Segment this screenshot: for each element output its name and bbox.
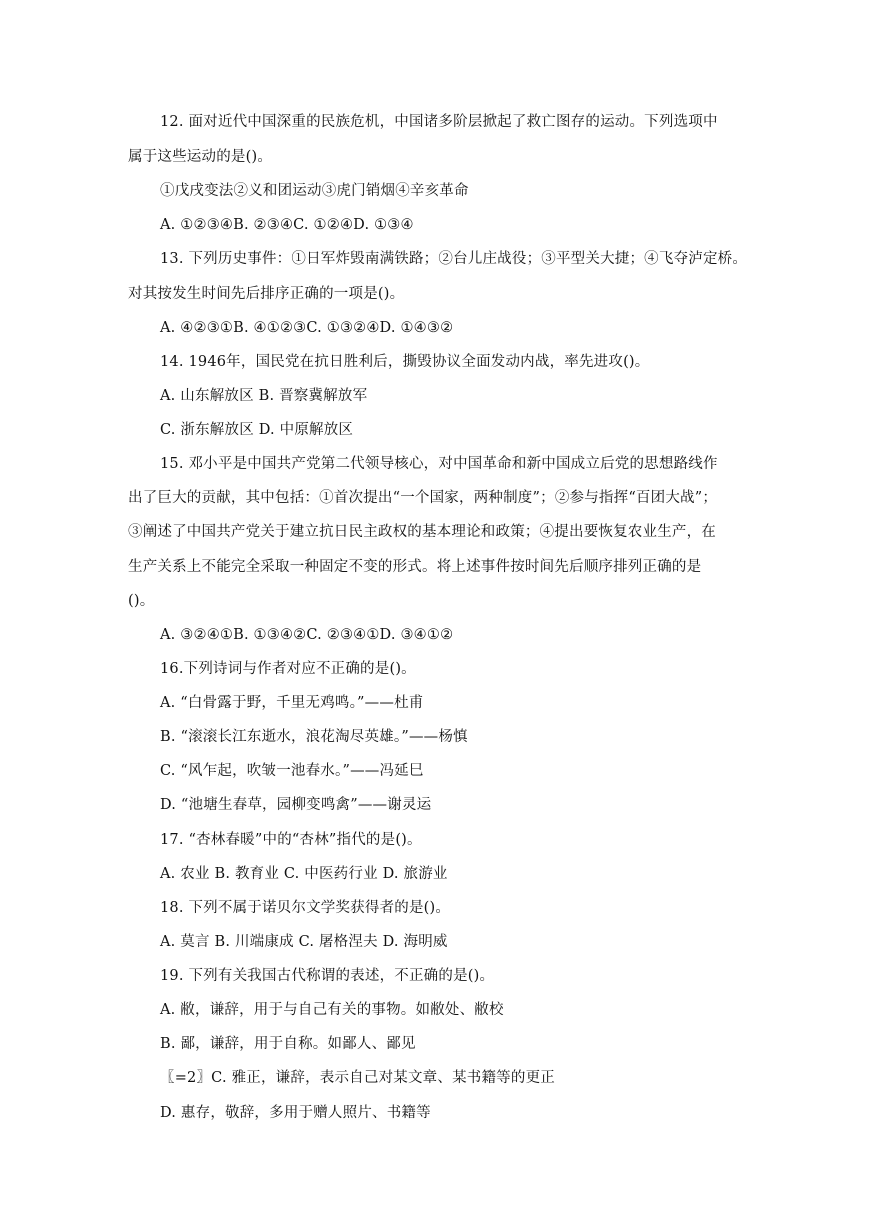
q16-option-a: A. “白骨露于野，千里无鸡鸣。”——杜甫 xyxy=(160,695,424,711)
q15-stem-line3: ③阐述了中国共产党关于建立抗日民主政权的基本理论和政策；④提出要恢复农业生产，在 xyxy=(128,524,716,540)
q19-option-a: A. 敝，谦辞，用于与自己有关的事物。如敝处、敝校 xyxy=(160,1002,504,1018)
q13-stem-line2: 对其按发生时间先后排序正确的一项是()。 xyxy=(128,286,405,302)
q16-stem: 16.下列诗词与作者对应不正确的是()。 xyxy=(160,661,416,677)
q15-stem-line1: 15. 邓小平是中国共产党第二代领导核心，对中国革命和新中国成立后党的思想路线作 xyxy=(160,456,718,472)
q12-stem-line2: 属于这些运动的是()。 xyxy=(128,149,273,165)
q16-option-c: C. “风乍起，吹皱一池春水。”——冯延巳 xyxy=(160,763,424,779)
q14-options-cd: C. 浙东解放区 D. 中原解放区 xyxy=(160,422,354,438)
q13-options: A. ④②③①B. ④①②③C. ①③②④D. ①④③② xyxy=(160,320,454,336)
q15-options: A. ③②④①B. ①③④②C. ②③④①D. ③④①② xyxy=(160,627,454,643)
q15-stem-line5: ()。 xyxy=(128,593,155,609)
q19-option-b: B. 鄙，谦辞，用于自称。如鄙人、鄙见 xyxy=(160,1036,416,1052)
q13-stem-line1: 13. 下列历史事件：①日军炸毁南满铁路；②台儿庄战役；③平型关大捷；④飞夺泸定桥。 xyxy=(160,251,748,267)
q17-options: A. 农业 B. 教育业 C. 中医药行业 D. 旅游业 xyxy=(160,866,448,882)
q18-options: A. 莫言 B. 川端康成 C. 屠格涅夫 D. 海明威 xyxy=(160,934,448,950)
q12-items: ①戊戌变法②义和团运动③虎门销烟④辛亥革命 xyxy=(160,183,469,199)
q15-stem-line4: 生产关系上不能完全采取一种固定不变的形式。将上述事件按时间先后顺序排列正确的是 xyxy=(128,559,702,575)
q14-stem: 14. 1946年，国民党在抗日胜利后，撕毁协议全面发动内战，率先进攻()。 xyxy=(160,354,650,370)
q16-option-b: B. “滚滚长江东逝水，浪花淘尽英雄。”——杨慎 xyxy=(160,729,468,745)
q14-options-ab: A. 山东解放区 B. 晋察冀解放军 xyxy=(160,388,368,404)
q12-options: A. ①②③④B. ②③④C. ①②④D. ①③④ xyxy=(160,217,414,233)
q18-stem: 18. 下列不属于诺贝尔文学奖获得者的是()。 xyxy=(160,900,451,916)
q17-stem: 17. “杏林春暖”中的“杏林”指代的是()。 xyxy=(160,832,422,848)
q15-stem-line2: 出了巨大的贡献，其中包括：①首次提出“一个国家，两种制度”；②参与指挥“百团大战”； xyxy=(128,490,718,506)
q19-option-c: 〖=2〗C. 雅正，谦辞，表示自己对某文章、某书籍等的更正 xyxy=(160,1070,555,1086)
q12-stem-line1: 12. 面对近代中国深重的民族危机，中国诸多阶层掀起了救亡图存的运动。下列选项中 xyxy=(160,114,718,130)
q19-option-d: D. 惠存，敬辞，多用于赠人照片、书籍等 xyxy=(160,1105,431,1121)
q19-stem: 19. 下列有关我国古代称谓的表述，不正确的是()。 xyxy=(160,968,495,984)
q16-option-d: D. “池塘生春草，园柳变鸣禽”——谢灵运 xyxy=(160,797,432,813)
